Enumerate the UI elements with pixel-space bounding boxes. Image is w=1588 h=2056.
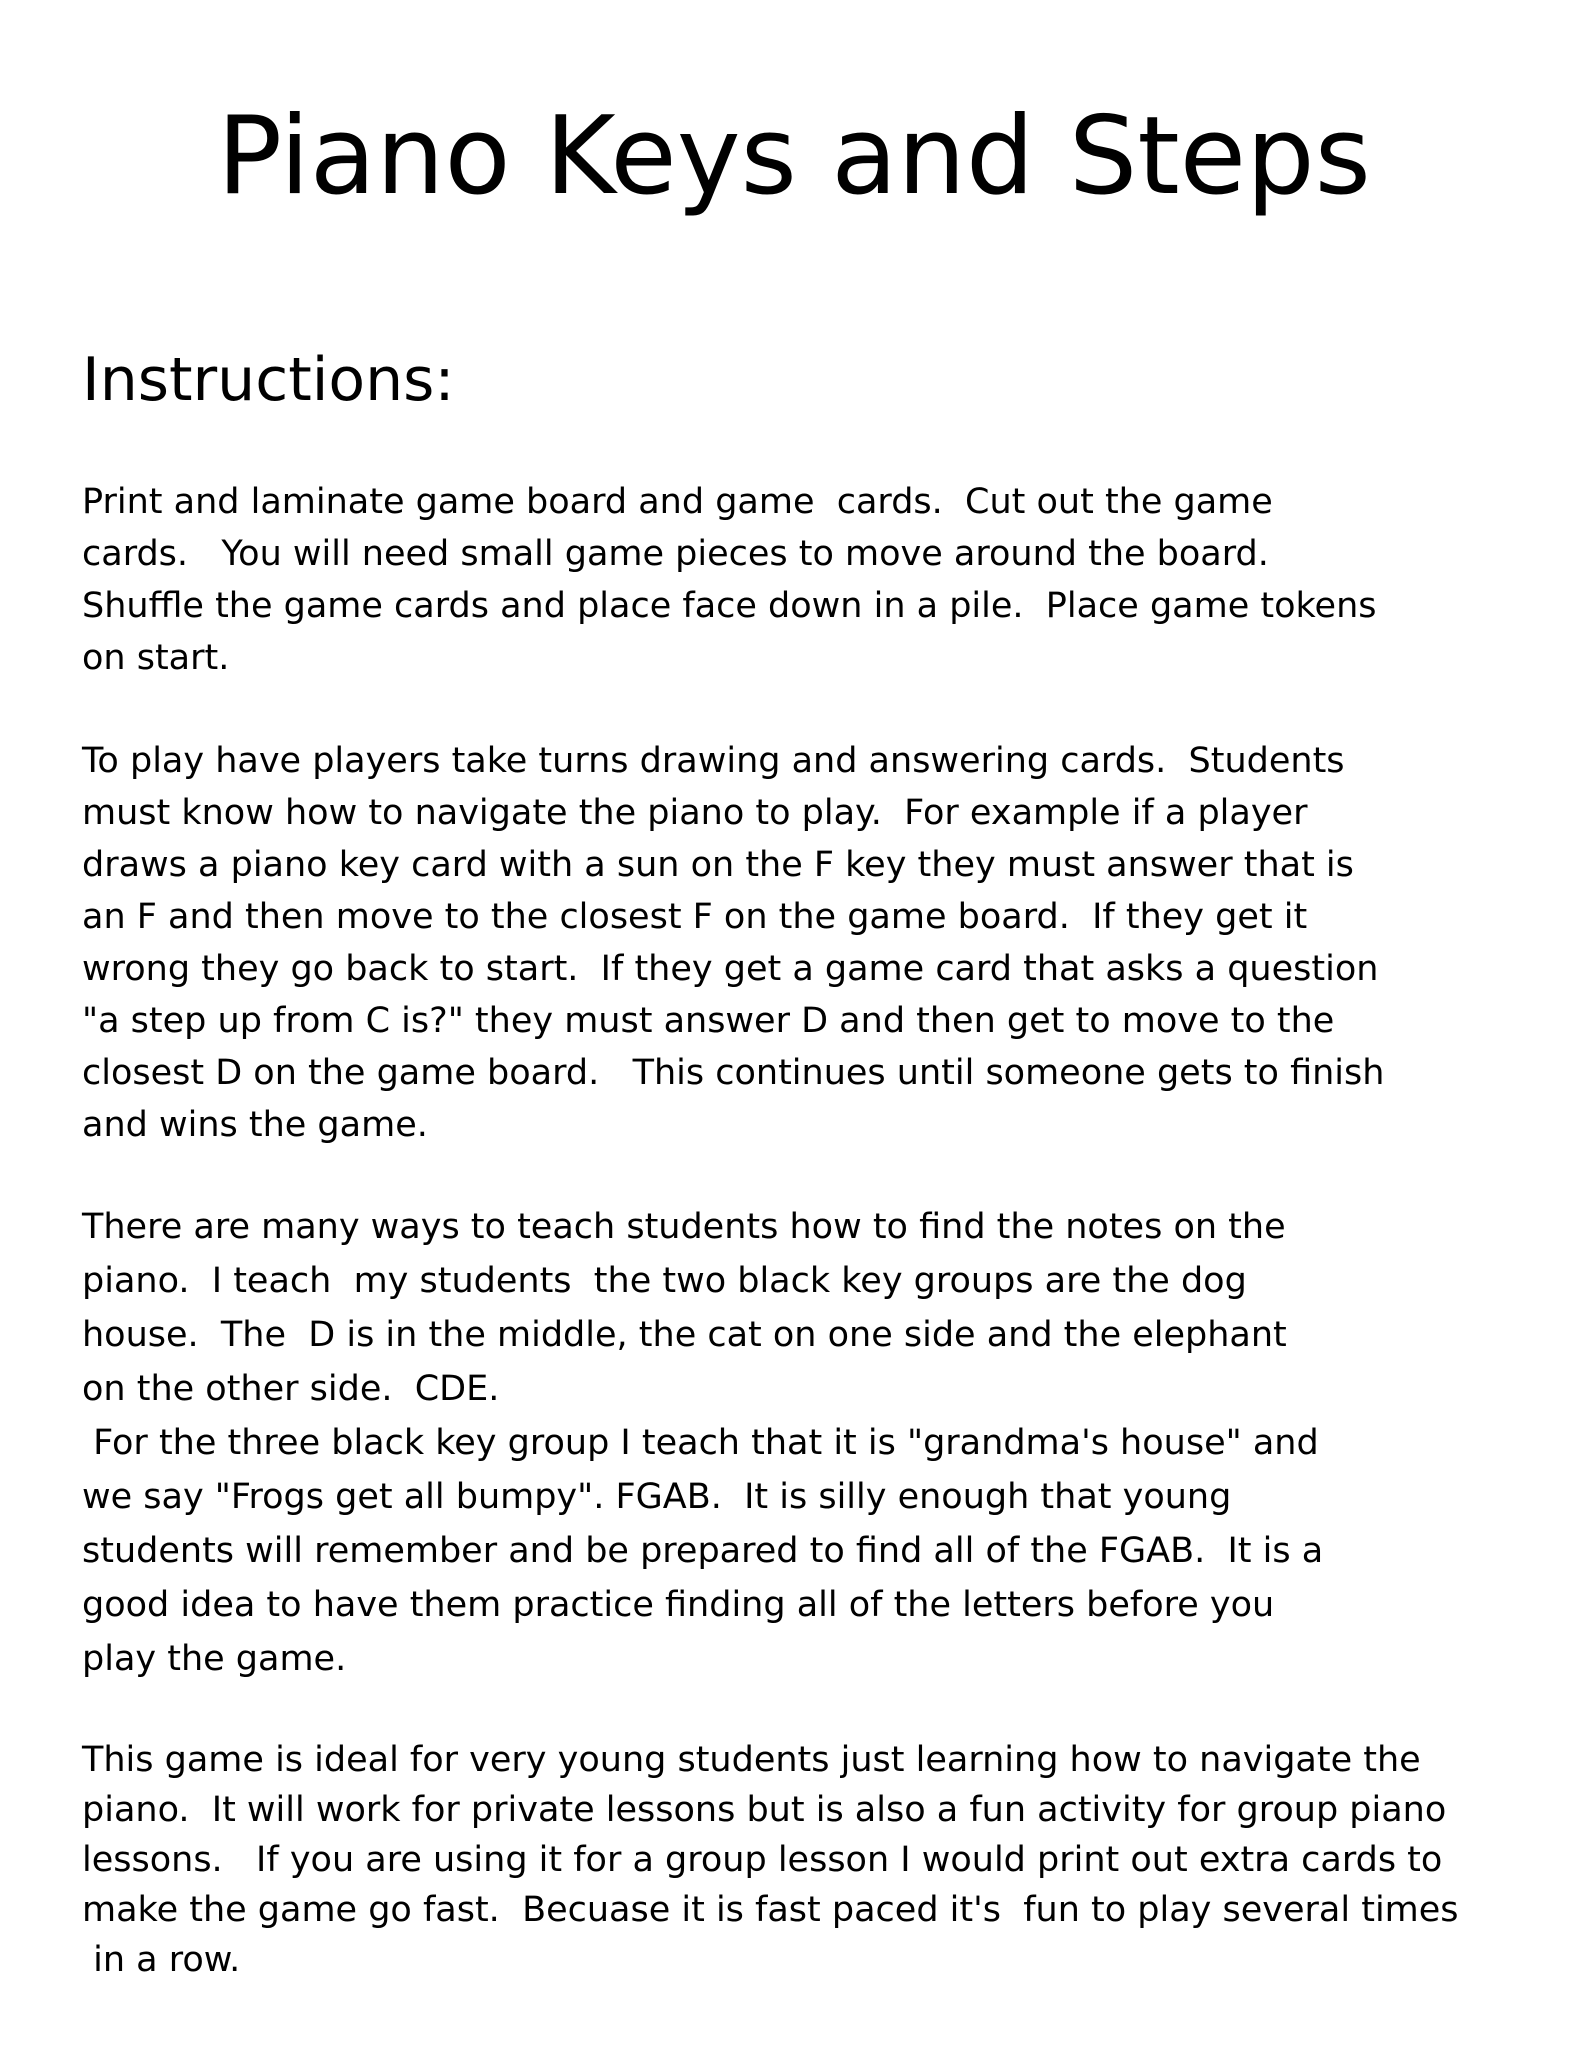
paragraph-setup	[82, 476, 1377, 684]
paragraph-audience	[82, 1735, 1459, 1985]
text-line: This game is ideal for very young students just learning how to navigate the	[82, 1740, 1421, 1780]
text-line: To play have players take turns drawing and answering cards. Students	[82, 741, 1345, 781]
paragraph-gameplay	[82, 735, 1384, 1151]
text-line: on start.	[82, 638, 230, 678]
text-line: wrong they go back to start. If they get a game card that asks a question	[82, 949, 1379, 989]
text-line: good idea to have them practice finding all of the letters before you	[82, 1585, 1275, 1625]
text-line: cards. You will need small game pieces to move around the board.	[82, 534, 1269, 574]
text-line: There are many ways to teach students how to find the notes on the	[82, 1207, 1286, 1247]
text-line: on the other side. CDE.	[82, 1369, 500, 1409]
text-line: "a step up from C is?" they must answer D and then get to move to the	[82, 1001, 1335, 1041]
text-line: and wins the game.	[82, 1105, 428, 1145]
text-line: make the game go fast. Becuase it is fast paced it's fun to play several times	[82, 1890, 1459, 1930]
text-line: closest D on the game board. This continues until someone gets to finish	[82, 1053, 1385, 1093]
text-line: students will remember and be prepared to find all of the FGAB. It is a	[82, 1531, 1324, 1571]
text-line: must know how to navigate the piano to play. For example if a player	[82, 793, 1308, 833]
text-line: Print and laminate game board and game cards. Cut out the game	[82, 482, 1273, 522]
text-line: house. The D is in the middle, the cat on one side and the elephant	[82, 1315, 1287, 1355]
paragraph-teaching-tips	[82, 1200, 1323, 1686]
text-line: an F and then move to the closest F on the game board. If they get it	[82, 897, 1308, 937]
text-line: lessons. If you are using it for a group lesson I would print out extra cards to	[82, 1840, 1443, 1880]
text-line: in a row.	[82, 1940, 241, 1980]
text-line: For the three black key group I teach that it is "grandma's house" and	[82, 1423, 1319, 1463]
text-line: play the game.	[82, 1639, 347, 1679]
text-line: Shuffle the game cards and place face down in a pile. Place game tokens	[82, 586, 1377, 626]
instructions-heading: Instructions:	[82, 345, 455, 415]
text-line: piano. It will work for private lessons but is also a fun activity for group piano	[82, 1790, 1447, 1830]
text-line: piano. I teach my students the two black key groups are the dog	[82, 1261, 1247, 1301]
page-title: Piano Keys and Steps	[217, 94, 1371, 219]
text-line: draws a piano key card with a sun on the F key they must answer that is	[82, 845, 1354, 885]
text-line: we say "Frogs get all bumpy". FGAB. It is silly enough that young	[82, 1477, 1232, 1517]
